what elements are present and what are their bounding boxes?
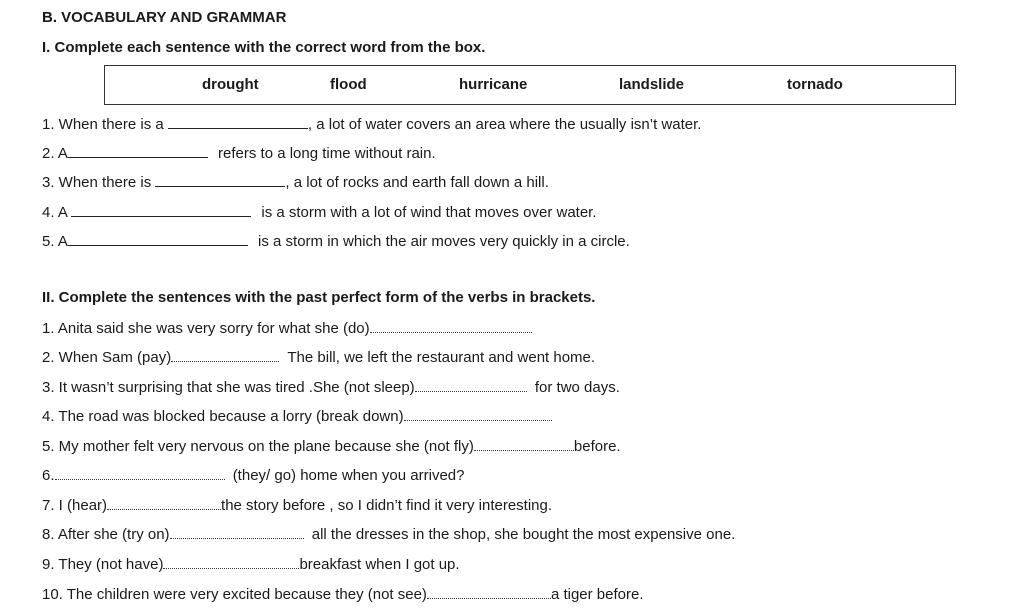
- sentence-text: 2. A: [42, 145, 68, 162]
- answer-blank[interactable]: [68, 143, 208, 158]
- answer-blank[interactable]: [55, 465, 225, 480]
- sentence-text: 1. Anita said she was very sorry for what she (do): [42, 320, 370, 337]
- sentence-text: refers to a long time without rain.: [218, 145, 436, 162]
- part1-sentence-4: [42, 202, 597, 222]
- section-title: B. VOCABULARY AND GRAMMAR: [42, 9, 287, 26]
- word-box-item: tornado: [787, 76, 843, 93]
- sentence-text: 1. When there is a: [42, 116, 164, 133]
- sentence-text: is a storm in which the air moves very quickly in a circle.: [258, 233, 630, 250]
- part2-sentence-6: [42, 465, 464, 485]
- sentence-text: 4. A: [42, 204, 68, 221]
- part1-sentence-1: [42, 114, 701, 134]
- sentence-text: 6.: [42, 467, 55, 484]
- sentence-text: breakfast when I got up.: [299, 556, 460, 573]
- sentence-text: is a storm with a lot of wind that moves over water.: [261, 204, 597, 221]
- sentence-text: 3. When there is: [42, 174, 152, 191]
- part2-sentence-4: [42, 406, 552, 426]
- answer-blank[interactable]: [68, 231, 248, 246]
- part1-sentence-3: [42, 172, 549, 192]
- sentence-text: 7. I (hear): [42, 497, 108, 514]
- sentence-text: 3. It wasn’t surprising that she was tired .She (not sleep): [42, 379, 415, 396]
- sentence-text: 9. They (not have): [42, 556, 164, 573]
- part2-sentence-3: [42, 377, 620, 397]
- answer-blank[interactable]: [168, 114, 308, 129]
- part2-sentence-9: [42, 554, 460, 574]
- sentence-text: 8. After she (try on): [42, 526, 170, 543]
- word-box-item: landslide: [619, 76, 685, 93]
- part1-sentence-5: [42, 231, 630, 251]
- answer-blank[interactable]: [170, 524, 304, 539]
- word-box-item: drought: [202, 76, 259, 93]
- sentence-text: 5. A: [42, 233, 68, 250]
- answer-blank[interactable]: [415, 377, 527, 392]
- part2-instruction: II. Complete the sentences with the past perfect form of the verbs in brackets.: [42, 289, 596, 306]
- part1-sentence-2: [42, 143, 436, 163]
- word-box-item: hurricane: [459, 76, 528, 93]
- word-box: [104, 65, 956, 105]
- sentence-text: 5. My mother felt very nervous on the plane because she (not fly): [42, 438, 474, 455]
- part1-instruction: I. Complete each sentence with the correct word from the box.: [42, 39, 486, 56]
- sentence-text: a tiger before.: [550, 586, 644, 603]
- answer-blank[interactable]: [71, 202, 251, 217]
- part2-sentence-1: [42, 318, 532, 338]
- part2-sentence-5: [42, 436, 621, 456]
- answer-blank[interactable]: [155, 172, 285, 187]
- part2-sentence-2: [42, 347, 595, 367]
- sentence-text: the story before , so I didn’t find it very interesting.: [221, 497, 553, 514]
- word-box-item: flood: [330, 76, 367, 93]
- part2-sentence-7: [42, 495, 552, 515]
- part2-sentence-8: [42, 524, 735, 544]
- sentence-text: (they/ go) home when you arrived?: [232, 467, 465, 484]
- sentence-text: 2. When Sam (pay): [42, 349, 172, 366]
- answer-blank[interactable]: [427, 584, 551, 599]
- sentence-text: before.: [573, 438, 621, 455]
- sentence-text: all the dresses in the shop, she bought the most expensive one.: [311, 526, 736, 543]
- sentence-text: 10. The children were very excited because they (not see): [42, 586, 427, 603]
- part2-sentence-10: [42, 584, 644, 604]
- sentence-text: for two days.: [534, 379, 620, 396]
- sentence-text: , a lot of water covers an area where the usually isn’t water.: [307, 116, 702, 133]
- answer-blank[interactable]: [474, 436, 574, 451]
- sentence-text: 4. The road was blocked because a lorry (break down): [42, 408, 404, 425]
- answer-blank[interactable]: [404, 406, 552, 421]
- sentence-text: The bill, we left the restaurant and went home.: [287, 349, 596, 366]
- answer-blank[interactable]: [107, 495, 221, 510]
- sentence-text: , a lot of rocks and earth fall down a hill.: [285, 174, 549, 191]
- answer-blank[interactable]: [370, 318, 532, 333]
- answer-blank[interactable]: [163, 554, 299, 569]
- answer-blank[interactable]: [171, 347, 279, 362]
